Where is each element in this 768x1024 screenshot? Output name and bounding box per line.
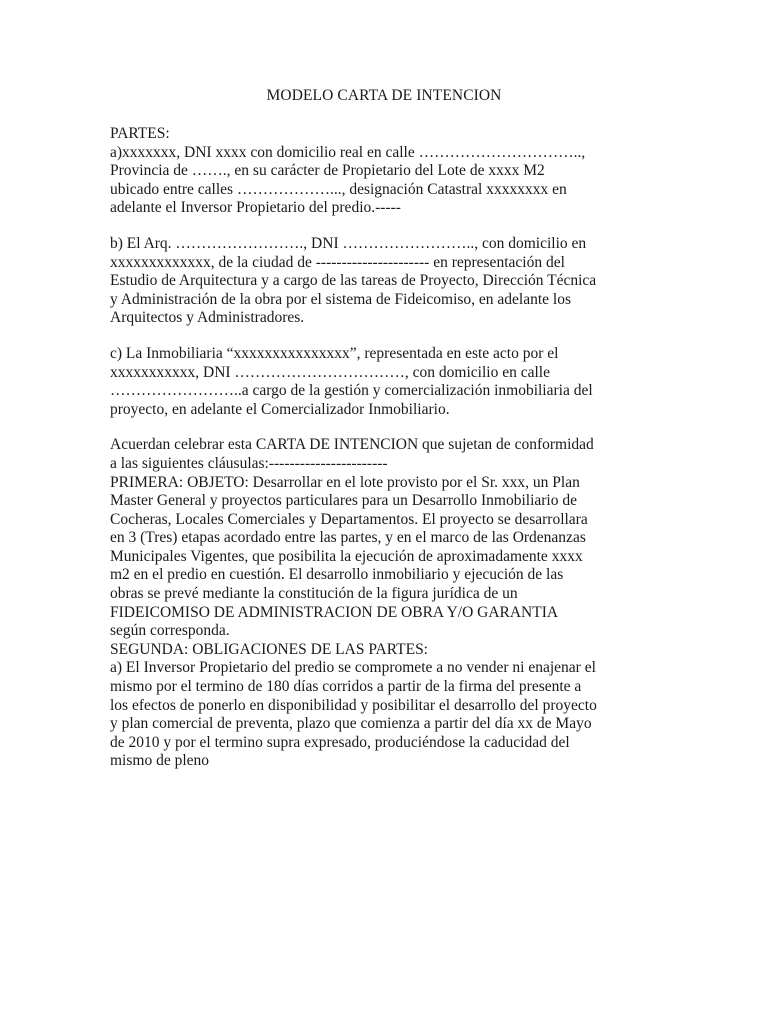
- text-line: Acuerdan celebrar esta CARTA DE INTENCION que sujetan de conformidad: [110, 436, 594, 454]
- text-line: c) La Inmobiliaria “xxxxxxxxxxxxxxx”, representada en este acto por el: [110, 344, 559, 362]
- document-title: MODELO CARTA DE INTENCION: [266, 87, 502, 104]
- text-line: proyecto, en adelante el Comercializador Inmobiliario.: [110, 400, 450, 418]
- paragraph-parte-b: [110, 235, 662, 328]
- partes-heading: PARTES:: [110, 125, 170, 142]
- paragraph-parte-c: [110, 345, 662, 419]
- clause-segunda-heading: SEGUNDA: OBLIGACIONES DE LAS PARTES:: [110, 640, 428, 658]
- text-line: Arquitectos y Administradores.: [110, 309, 305, 327]
- text-line: a) El Inversor Propietario del predio se compromete a no vender ni enajenar el: [110, 659, 596, 677]
- text-line: Cocheras, Locales Comerciales y Departamentos. El proyecto se desarrollara: [110, 510, 588, 528]
- paragraph-acuerdo: [110, 436, 662, 771]
- text-line: ubicado entre calles ………………..., designación Catastral xxxxxxxx en: [110, 180, 567, 198]
- text-line: según corresponda.: [110, 622, 230, 640]
- text-line: obras se prevé mediante la constitución de la figura jurídica de un: [110, 585, 518, 603]
- text-line: y plan comercial de preventa, plazo que comienza a partir del día xx de Mayo: [110, 715, 592, 733]
- text-line: Provincia de ……., en su carácter de Propietario del Lote de xxxx M2: [110, 162, 545, 180]
- text-line: adelante el Inversor Propietario del predio.-----: [110, 199, 401, 217]
- clause-primera-line: PRIMERA: OBJETO: Desarrollar en el lote provisto por el Sr. xxx, un Plan: [110, 473, 580, 491]
- text-line: a las siguientes cláusulas:-----------------------: [110, 454, 388, 472]
- text-line: a)xxxxxxx, DNI xxxx con domicilio real en calle …………………………..,: [110, 143, 586, 161]
- paragraph-spacer: [110, 218, 662, 235]
- paragraph-spacer: [110, 328, 662, 345]
- text-line: en 3 (Tres) etapas acordado entre las partes, y en el marco de las Ordenanzas: [110, 529, 586, 547]
- text-line: xxxxxxxxxxxxx, de la ciudad de ---------------------- en representación del: [110, 253, 565, 271]
- document-body: [110, 125, 662, 771]
- text-line: Master General y proyectos particulares para un Desarrollo Inmobiliario de: [110, 492, 577, 510]
- text-line: m2 en el predio en cuestión. El desarrollo inmobiliario y ejecución de las: [110, 566, 564, 584]
- text-line: de 2010 y por el termino supra expresado, produciéndose la caducidad del: [110, 733, 570, 751]
- text-line: y Administración de la obra por el sistema de Fideicomiso, en adelante los: [110, 290, 572, 308]
- text-line: b) El Arq. ……………………., DNI …………………….., con domicilio en: [110, 234, 587, 252]
- paragraph-parte-a: [110, 144, 662, 218]
- text-line: Municipales Vigentes, que posibilita la ejecución de aproximadamente xxxx: [110, 547, 583, 565]
- text-line: xxxxxxxxxxx, DNI ……………………………, con domicilio en calle: [110, 363, 550, 381]
- text-line: mismo por el termino de 180 días corridos a partir de la firma del presente a: [110, 678, 582, 696]
- paragraph-spacer: [110, 419, 662, 436]
- text-line: FIDEICOMISO DE ADMINISTRACION DE OBRA Y/O GARANTIA: [110, 603, 559, 621]
- text-line: los efectos de ponerlo en disponibilidad y posibilitar el desarrollo del proyecto: [110, 696, 597, 714]
- text-line: mismo de pleno: [110, 752, 210, 770]
- text-line: Estudio de Arquitectura y a cargo de las tareas de Proyecto, Dirección Técnica: [110, 272, 597, 290]
- text-line: ……………………..a cargo de la gestión y comercialización inmobiliaria del: [110, 382, 593, 400]
